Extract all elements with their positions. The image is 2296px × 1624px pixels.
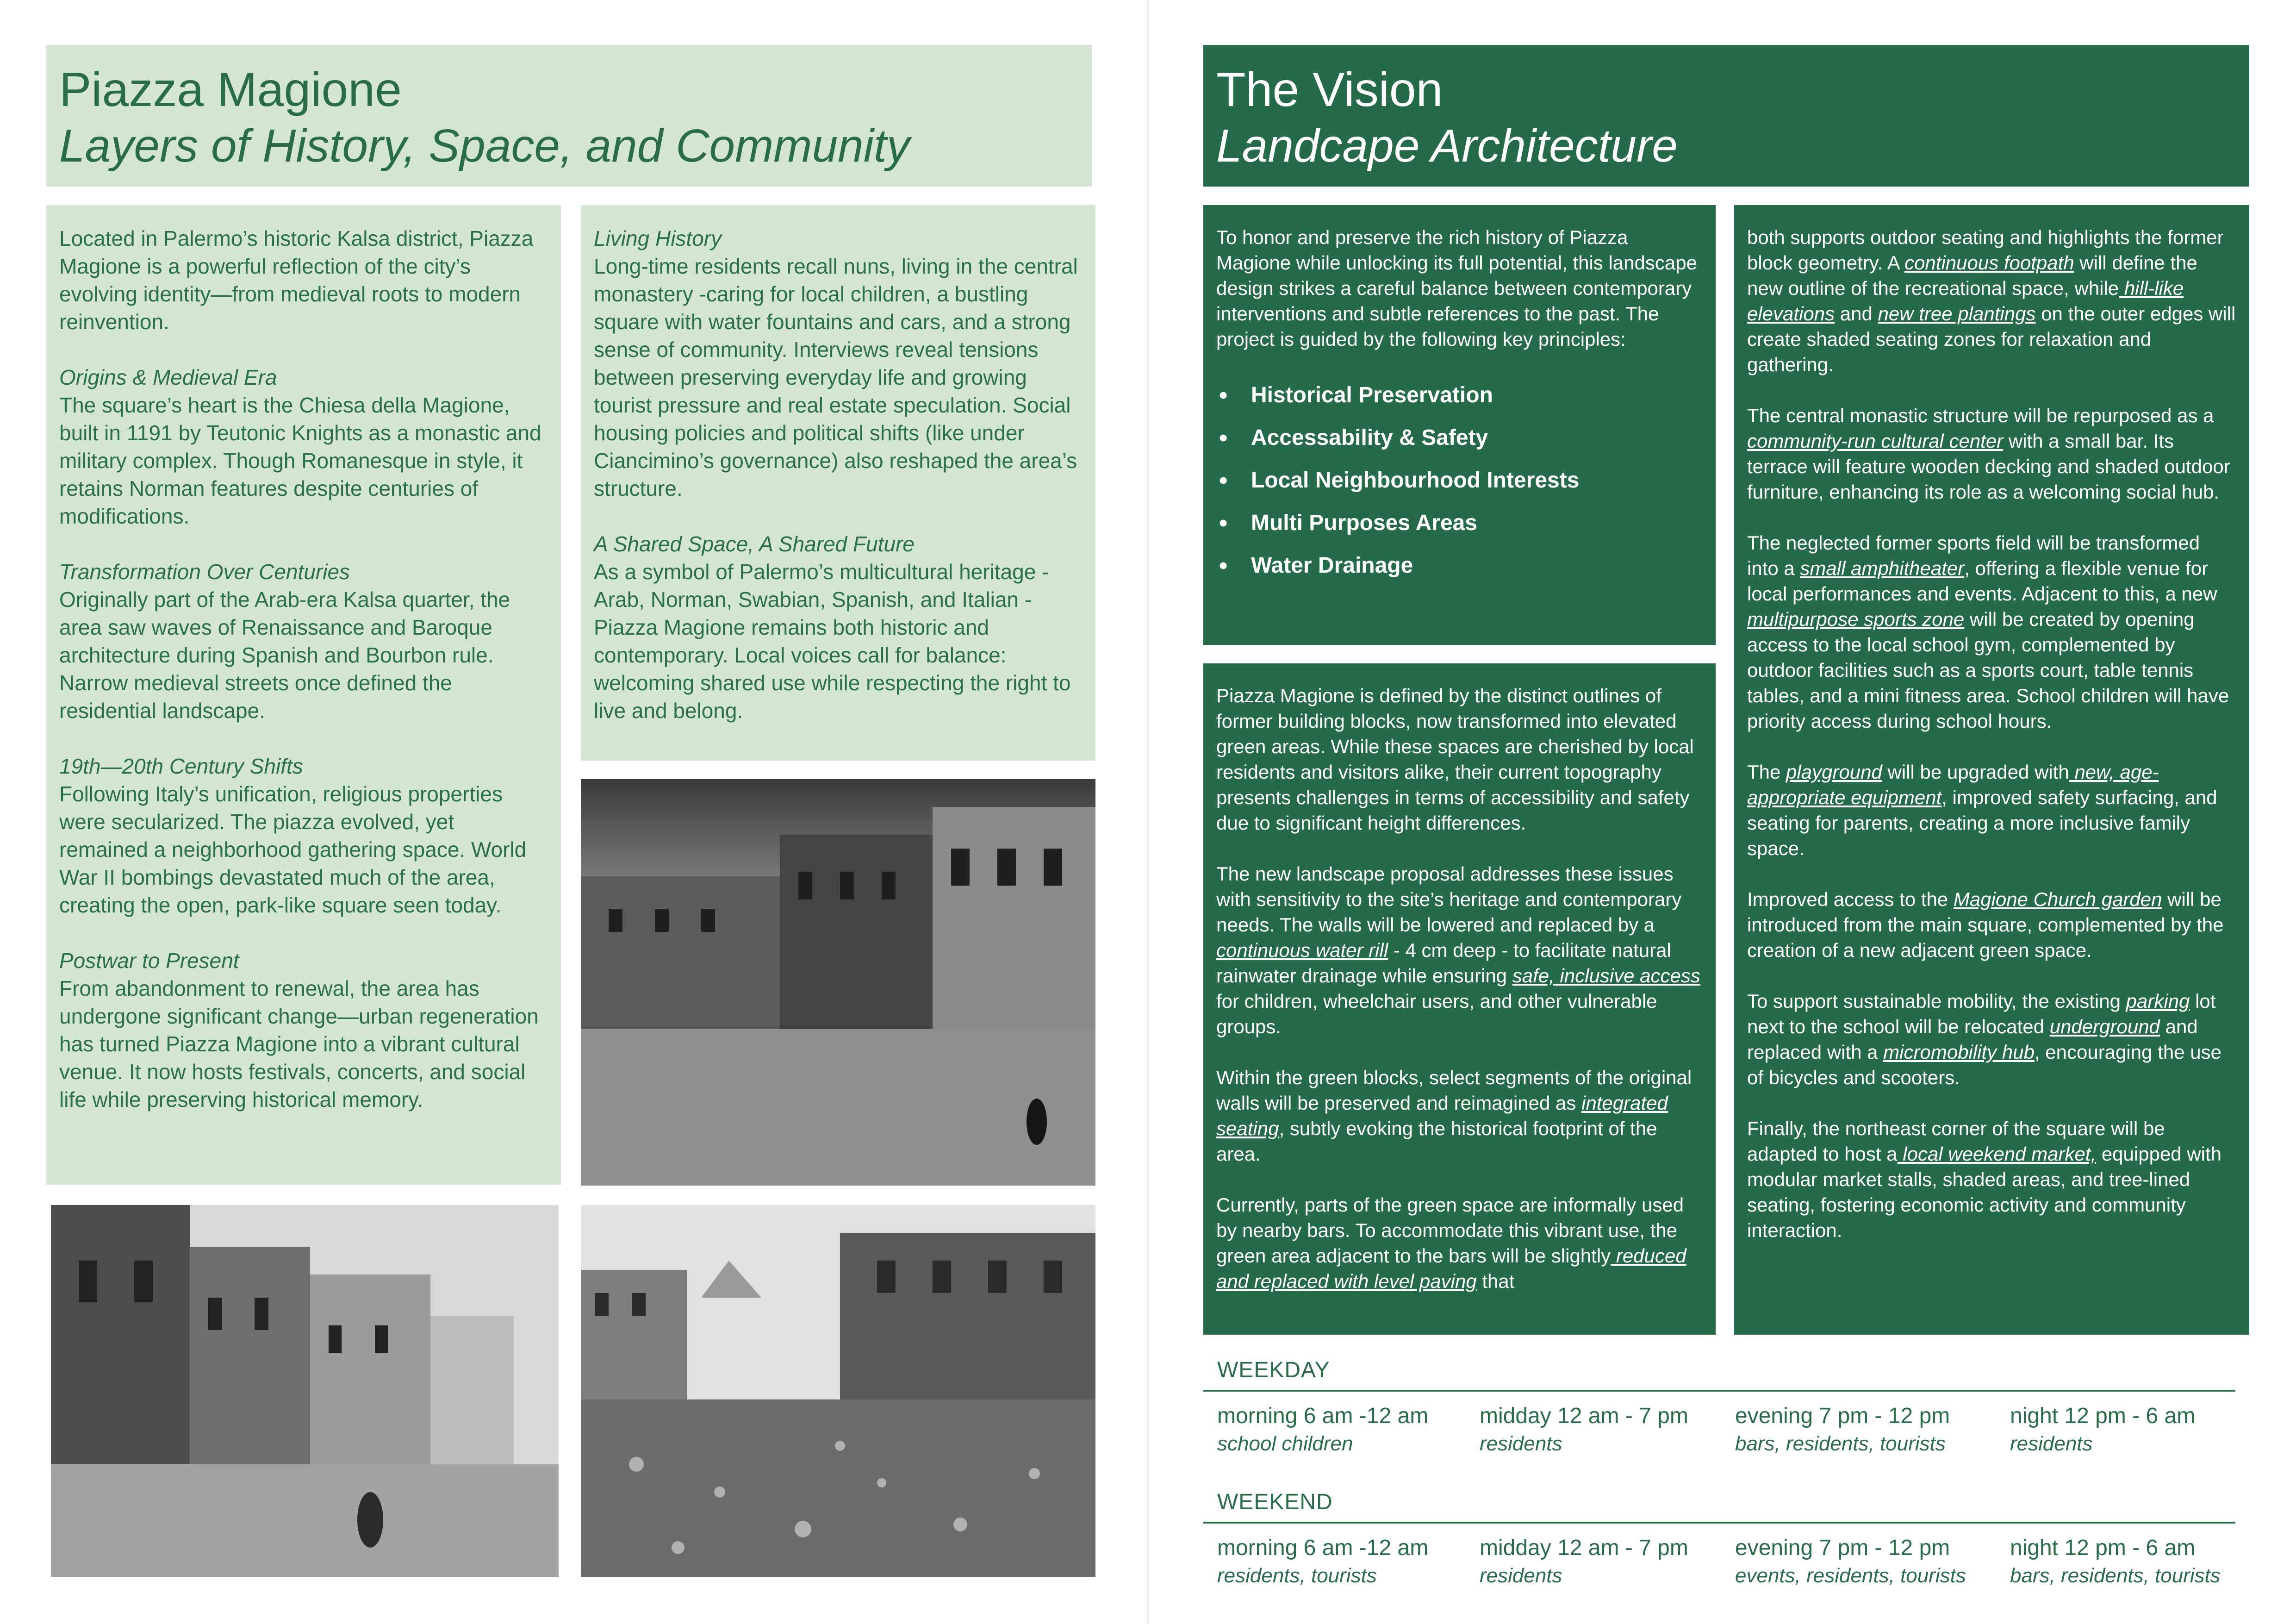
vision-paragraph xyxy=(1216,861,1703,1039)
text-run: will be introduced from the main square, complemented by the creation of a new adjacent green space. xyxy=(1747,888,2224,961)
text-run: lot next to the school will be relocated xyxy=(1747,990,2216,1037)
text-run: Within the green blocks, select segments of the original walls will be preserved and reimagined as xyxy=(1216,1067,1692,1114)
section-body: Following Italy’s unification, religious properties were secularized. The piazza evolved, yet remained a neighborhood gathering space. World War II bombings devastated much of the area, creating the open, park-like square seen today. xyxy=(59,782,527,917)
section-heading: Origins & Medieval Era xyxy=(59,365,277,389)
section-postwar xyxy=(59,947,548,1113)
keyword-playground: playground xyxy=(1786,761,1882,783)
vision-paragraph xyxy=(1216,1192,1703,1294)
time-slot xyxy=(1217,1534,1480,1589)
intro-paragraph: Located in Palermo’s historic Kalsa district, Piazza Magione is a powerful reflection of the city’s evolving identity—from medieval roots to modern reinvention. xyxy=(59,226,534,334)
section-heading: Living History xyxy=(594,226,722,250)
principles-box xyxy=(1203,205,1716,645)
text-run: and replaced with a xyxy=(1747,1016,2198,1063)
text-run: To support sustainable mobility, the existing xyxy=(1747,990,2126,1012)
text-run: The new landscape proposal addresses these issues with sensitivity to the site’s heritage and contemporary needs. The walls will be lowered and replaced by a xyxy=(1216,863,1682,936)
weekday-schedule xyxy=(1203,1356,2235,1457)
slot-time: night 12 pm - 6 am xyxy=(2010,1536,2196,1560)
principle-item: • Multi Purposes Areas xyxy=(1216,502,1703,544)
keyword-integrated-seating: integrated seating xyxy=(1216,1092,1668,1139)
historic-photo-square xyxy=(581,779,1095,1186)
text-run: will be created by opening access to the local school gym, complemented by outdoor facilities such as a sports court, table tennis tables, and a mini fitness area. School children will have priority access during school hours. xyxy=(1747,608,2229,732)
page-title: Piazza Magione xyxy=(59,63,402,117)
text-run: Improved access to the xyxy=(1747,888,1954,910)
vision-paragraph xyxy=(1747,225,2236,377)
section-body: Long-time residents recall nuns, living in the central monastery -caring for local children, a bustling square with water fountains and cars, and a strong sense of community. Interviews reveal tensions between preserving everyday life and growing tourist pressure and real estate speculation. Social housing policies and political shifts (like under Ciancimino’s governance) also reshaped the area’s structure. xyxy=(594,254,1078,500)
keyword-water-rill: continuous water rill xyxy=(1216,939,1388,961)
section-body: As a symbol of Palermo’s multicultural heritage - Arab, Norman, Swabian, Spanish, and Italian - Piazza Magione remains both historic and contemporary. Local voices call for balance: welcoming shared use while respecting the right to live and belong. xyxy=(594,560,1071,723)
section-body: The square’s heart is the Chiesa della Magione, built in 1191 by Teutonic Knights as a monastic and military complex. Though Romanesque in style, it retains Norman features despite centuries of modifications. xyxy=(59,393,541,528)
vision-paragraph xyxy=(1747,530,2236,734)
slot-time: midday 12 am - 7 pm xyxy=(1480,1404,1688,1428)
keyword-parking: parking xyxy=(2126,990,2190,1012)
time-slot xyxy=(1480,1402,1735,1457)
time-slot xyxy=(2010,1402,2232,1457)
vision-paragraph xyxy=(1216,1065,1703,1167)
slot-time: night 12 pm - 6 am xyxy=(2010,1404,2196,1428)
keyword-elevations: hill-like elevations xyxy=(1747,277,2184,325)
keyword-micromobility-hub: micromobility hub xyxy=(1883,1041,2035,1063)
schedule-label: WEEKDAY xyxy=(1217,1358,1330,1382)
vision-paragraph: Piazza Magione is defined by the distinct outlines of former building blocks, now transformed into elevated green areas. While these spaces are cherished by local residents and visitors alike, their current topography presents challenges in terms of accessibility and safety due to significant height differences. xyxy=(1216,685,1694,834)
vision-paragraph xyxy=(1747,403,2236,505)
keyword-inclusive-access: safe, inclusive access xyxy=(1512,965,1700,987)
keyword-level-paving: reduced and replaced with level paving xyxy=(1216,1245,1686,1292)
slot-users: school children xyxy=(1217,1432,1353,1455)
keyword-tree-plantings: new tree plantings xyxy=(1878,303,2036,325)
keyword-footpath: continuous footpath xyxy=(1904,252,2074,274)
principle-item: • Water Drainage xyxy=(1216,544,1703,587)
text-run: The central monastic structure will be repurposed as a xyxy=(1747,405,2214,426)
section-20th-century xyxy=(59,752,548,919)
section-heading: Transformation Over Centuries xyxy=(59,560,350,584)
keyword-equipment: new, age-appropriate equipment xyxy=(1747,761,2159,808)
principles-list xyxy=(1216,374,1703,587)
principle-item: • Accessability & Safety xyxy=(1216,417,1703,459)
vision-title: The Vision xyxy=(1216,63,1443,117)
time-slot xyxy=(2010,1534,2232,1589)
slot-time: morning 6 am -12 am xyxy=(1217,1404,1429,1428)
slot-users: residents, tourists xyxy=(1217,1564,1377,1587)
text-run: The xyxy=(1747,761,1786,783)
page-spine xyxy=(1147,0,1149,1624)
section-shared-future xyxy=(594,530,1083,725)
section-transformation xyxy=(59,558,548,725)
section-heading: 19th—20th Century Shifts xyxy=(59,754,303,778)
text-run: , offering a flexible venue for local performances and events. Adjacent to this, a new xyxy=(1747,557,2217,605)
right-header xyxy=(1203,45,2249,187)
text-run: on the outer edges will create shaded seating zones for relaxation and gathering. xyxy=(1747,303,2236,375)
keyword-church-garden: Magione Church garden xyxy=(1953,888,2162,910)
slot-users: residents xyxy=(2010,1432,2093,1455)
keyword-sports-zone: multipurpose sports zone xyxy=(1747,608,1965,630)
time-slot xyxy=(1735,1402,2010,1457)
text-run: - 4 cm deep - to facilitate natural rainwater drainage while ensuring xyxy=(1216,939,1671,987)
principle-item: • Local Neighbourhood Interests xyxy=(1216,459,1703,502)
page-subtitle: Layers of History, Space, and Community xyxy=(59,120,910,172)
section-living-history xyxy=(594,225,1083,502)
time-slot xyxy=(1480,1534,1735,1589)
keyword-cultural-center: community-run cultural center xyxy=(1747,430,2004,452)
vision-paragraph xyxy=(1747,887,2236,963)
time-slot xyxy=(1217,1402,1480,1457)
text-run: with a small bar. Its terrace will feature wooden decking and shaded outdoor furniture, enhancing its role as a welcoming social hub. xyxy=(1747,430,2230,503)
historic-photo-rubble xyxy=(581,1205,1095,1577)
section-origins xyxy=(59,363,548,530)
vision-paragraph xyxy=(1747,759,2236,861)
schedule-row xyxy=(1203,1534,2235,1589)
text-run: that xyxy=(1476,1270,1515,1292)
divider xyxy=(1203,1390,2235,1392)
slot-time: evening 7 pm - 12 pm xyxy=(1735,1536,1950,1560)
vision-intro: To honor and preserve the rich history of Piazza Magione while unlocking its full potential, this landscape design strikes a careful balance between contemporary interventions and subtle references to the past. The project is guided by the following key principles: xyxy=(1216,226,1697,350)
slot-users: residents xyxy=(1480,1432,1562,1455)
text-run: The neglected former sports field will be transformed into a xyxy=(1747,532,2200,579)
section-body: Originally part of the Arab-era Kalsa quarter, the area saw waves of Renaissance and Baroque architecture during Spanish and Bourbon rule. Narrow medieval streets once defined the residential landscape. xyxy=(59,587,510,723)
slot-users: bars, residents, tourists xyxy=(2010,1564,2221,1587)
vision-subtitle: Landcape Architecture xyxy=(1216,120,1678,172)
text-run: , encouraging the use of bicycles and scooters. xyxy=(1747,1041,2221,1088)
schedule-label: WEEKEND xyxy=(1217,1490,1333,1514)
slot-users: events, residents, tourists xyxy=(1735,1564,1966,1587)
text-run: will be upgraded with xyxy=(1882,761,2069,783)
vision-paragraph xyxy=(1747,1116,2236,1243)
text-run: , improved safety surfacing, and seating for parents, creating a more inclusive family space. xyxy=(1747,787,2217,859)
vision-paragraph xyxy=(1747,988,2236,1090)
text-run: , subtly evoking the historical footprint of the area. xyxy=(1216,1118,1657,1165)
slot-time: morning 6 am -12 am xyxy=(1217,1536,1429,1560)
text-run: both supports outdoor seating and highlights the former block geometry. A xyxy=(1747,226,2224,274)
vision-column-3 xyxy=(1734,205,2249,1335)
section-body: From abandonment to renewal, the area has undergone significant change—urban regeneration has turned Piazza Magione into a vibrant cultural venue. It now hosts festivals, concerts, and social life while preserving historical memory. xyxy=(59,976,539,1112)
slot-time: evening 7 pm - 12 pm xyxy=(1735,1404,1950,1428)
text-run: for children, wheelchair users, and other vulnerable groups. xyxy=(1216,990,1657,1037)
text-run: Currently, parts of the green space are informally used by nearby bars. To accommodate this vibrant use, the green area adjacent to the bars will be slightly xyxy=(1216,1194,1684,1267)
slot-users: bars, residents, tourists xyxy=(1735,1432,1946,1455)
slot-users: residents xyxy=(1480,1564,1562,1587)
text-run: and xyxy=(1835,303,1878,325)
keyword-amphitheater: small amphitheater xyxy=(1800,557,1965,579)
text-run: Finally, the northeast corner of the square will be adapted to host a xyxy=(1747,1118,2165,1165)
principle-item: • Historical Preservation xyxy=(1216,374,1703,417)
text-run: equipped with modular market stalls, shaded areas, and tree-lined seating, fostering economic activity and community interaction. xyxy=(1747,1143,2222,1241)
vision-column-2 xyxy=(1203,663,1716,1335)
schedule-row xyxy=(1203,1402,2235,1457)
historic-photo-church-street xyxy=(51,1205,559,1577)
section-heading: Postwar to Present xyxy=(59,949,239,973)
history-column-2 xyxy=(581,205,1095,761)
slot-time: midday 12 am - 7 pm xyxy=(1480,1536,1688,1560)
keyword-weekend-market: local weekend market, xyxy=(1897,1143,2097,1165)
section-heading: A Shared Space, A Shared Future xyxy=(594,532,915,556)
time-slot xyxy=(1735,1534,2010,1589)
text-run: will define the new outline of the recreational space, while xyxy=(1747,252,2197,299)
divider xyxy=(1203,1522,2235,1524)
history-column-1 xyxy=(46,205,561,1185)
left-header xyxy=(46,45,1092,187)
keyword-underground: underground xyxy=(2049,1016,2160,1037)
weekend-schedule xyxy=(1203,1488,2235,1589)
